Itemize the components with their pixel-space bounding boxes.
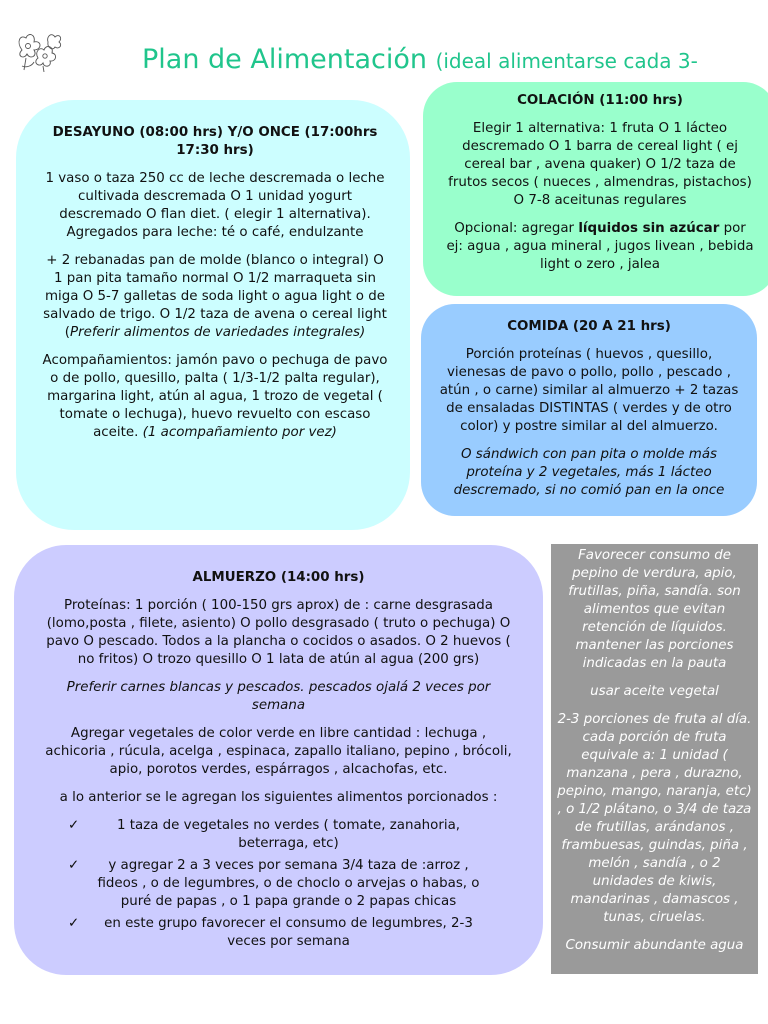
checklist-item: ✓ en este grupo favorecer el consumo de legumbres, 2-3 veces por semana [90,915,487,951]
desayuno-pan-text: + 2 rebanadas pan de molde (blanco o integral) O 1 pan pita tamaño normal O 1/2 marraqueta sin miga O 5-7 galletas de soda light o agua light o de salvado de trigo. O 1/2 taza de avena o cereal light ( [43,253,387,340]
comida-heading: COMIDA (20 A 21 hrs) [507,319,671,334]
desayuno-pan [40,252,390,342]
desayuno-leche: 1 vaso o taza 250 cc de leche descremada o leche cultivada descremada O 1 unidad yogurt descremado O flan diet. ( elegir 1 alternativa). Agregados para leche: té o café, endulzante [45,171,385,240]
title-subtitle: (ideal alimentarse cada 3- [435,49,698,73]
colacion-section [423,82,768,296]
checklist-item: ✓ y agregar 2 a 3 veces por semana 3/4 taza de :arroz , fideos , o de legumbres, o de choclo o arvejas o habas, o puré de papas , o 1 papa grande o 2 papas chicas [90,857,487,911]
colacion-opcional-pre: Opcional: agregar [454,221,579,236]
desayuno-acomp-note: (1 acompañamiento por vez) [142,425,337,440]
almuerzo-preferir: Preferir carnes blancas y pescados. pescados ojalá 2 veces por semana [66,680,491,713]
almuerzo-porcionados: a lo anterior se le agregan los siguientes alimentos porcionados : [59,790,498,805]
colacion-opcional-bold: líquidos sin azúcar [578,221,720,236]
desayuno-heading: DESAYUNO (08:00 hrs) Y/O ONCE (17:00hrs 17:30 hrs) [52,125,378,158]
note-aceite: usar aceite vegetal [590,684,719,699]
desayuno-acompanamientos [40,352,390,442]
desayuno-section [16,100,410,530]
note-liquidos: Favorecer consumo de pepino de verdura, apio, frutillas, piña, sandía. son alimentos que evitan retención de líquidos. mantener las porciones indicadas en la pauta [568,548,741,671]
desayuno-pan-note: Preferir alimentos de variedades integrales) [70,325,366,340]
page-title [142,42,762,79]
note-agua: Consumir abundante agua [565,938,744,953]
comida-porcion: Porción proteínas ( huevos , quesillo, vienesas de pavo o pollo, pollo , pescado , atún , o carne) similar al almuerzo + 2 tazas de ensaladas DISTINTAS ( verdes y de otro color) y postre similar al del almuerzo. [439,347,739,434]
flower-logo [14,28,64,72]
colacion-heading: COLACIÓN (11:00 hrs) [517,93,683,108]
colacion-alternativas: Elegir 1 alternativa: 1 fruta O 1 lácteo descremado O 1 barra de cereal light ( ej cereal bar , avena quaker) O 1/2 taza de frutos secos ( nueces , almendras, pistachos) O 7-8 aceitunas regulares [448,121,752,208]
almuerzo-heading: ALMUERZO (14:00 hrs) [192,570,365,585]
checklist-item: ✓ 1 taza de vegetales no verdes ( tomate, zanahoria, beterraga, etc) [90,817,487,853]
colacion-opcional-post: por ej: agua , agua mineral , jugos livean , bebida light o zero , jalea [446,221,754,272]
comida-section [421,304,757,516]
almuerzo-vegetales: Agregar vegetales de color verde en libre cantidad : lechuga , achicoria , rúcula, acelga , espinaca, zapallo italiano, pepino , brócoli, apio, porotos verdes, espárragos , alcachofas, etc. [45,726,512,777]
colacion-opcional [445,220,755,274]
note-fruta: 2-3 porciones de fruta al día. cada porción de fruta equivale a: 1 unidad ( manzana , pera , durazno, pepino, mango, naranja, etc) , o 1/2 plátano, o 3/4 de taza de frutillas, arándanos , frambuesas, guindas, piña , melón , sandía , o 2 unidades de kiwis, mandarinas , damascos , tunas, ciruelas. [557,712,752,925]
desayuno-acomp-text: Acompañamientos: jamón pavo o pechuga de pavo o de pollo, quesillo, palta ( 1/3-1/2 palta regular), margarina light, atún al agua, 1 trozo de vegetal ( tomate o lechuga), huevo revuelto con escaso aceite. [42,353,388,440]
comida-sandwich: O sándwich con pan pita o molde más proteína y 2 vegetales, más 1 lácteo descremado, si no comió pan en la once [453,447,725,498]
almuerzo-section [14,545,543,975]
recommendations-panel [551,544,758,974]
title-text: Plan de Alimentación [142,44,427,75]
almuerzo-checklist [40,817,517,951]
almuerzo-proteinas: Proteínas: 1 porción ( 100-150 grs aprox) de : carne desgrasada (lomo,posta , filete, asiento) O pollo desgrasado ( truto o pechuga) O pavo O pescado. Todos a la plancha o cocidos o asados. O 2 huevos ( no fritos) O trozo quesillo O 1 lata de atún al agua (200 grs) [46,598,511,667]
